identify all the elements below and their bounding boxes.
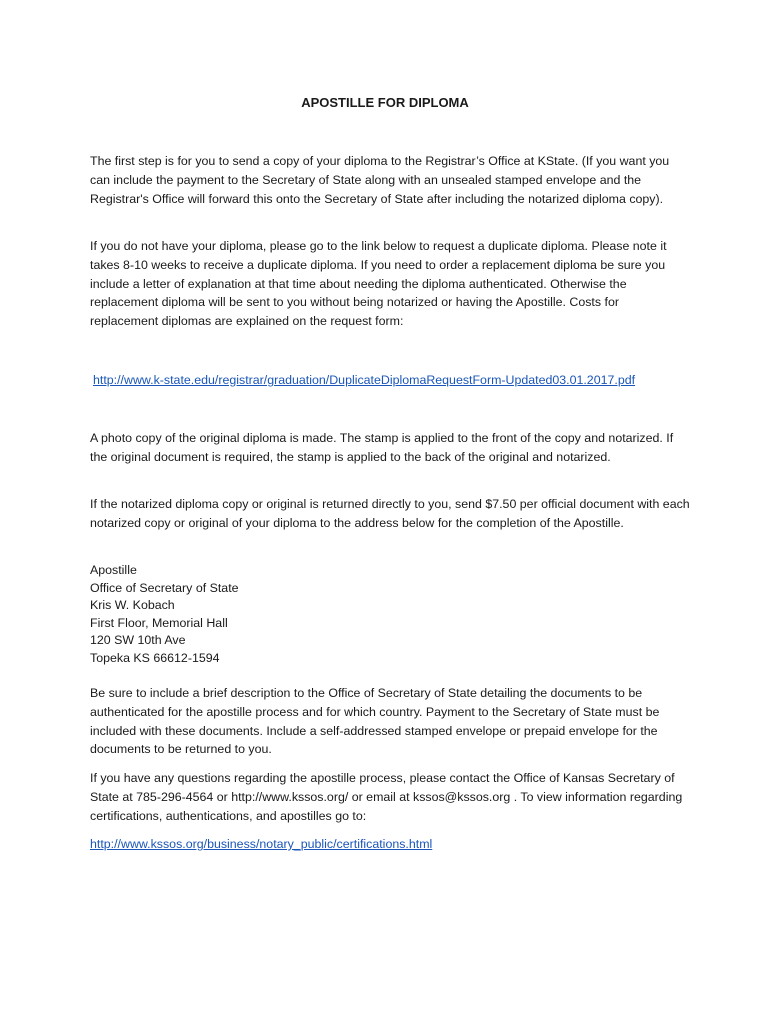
address-line-2: Office of Secretary of State [90, 580, 239, 595]
address-line-3: Kris W. Kobach [90, 598, 175, 612]
paragraph-description: Be sure to include a brief description to the Office of Secretary of State detailing the documents to be authenticated for the apostille process and for which country. Payment to the Secretary of State must be included with these documents. Include a self-addressed stamped envelope or prepaid envelope for the documents to be returned to you. [90, 686, 660, 757]
address-line-5: 120 SW 10th Ave [90, 633, 186, 647]
mailing-address [90, 562, 239, 667]
address-line-1: Apostille [90, 563, 137, 577]
duplicate-diploma-request-link[interactable]: http://www.k-state.edu/registrar/graduation/DuplicateDiplomaRequestForm-Updated03.01.2017.pdf [93, 373, 636, 387]
duplicate-diploma-link-paragraph [93, 371, 733, 390]
paragraph-duplicate-diploma: If you do not have your diploma, please go to the link below to request a duplicate diploma. Please note it takes 8-10 weeks to receive a duplicate diploma. If you need to order a replacement diploma be sure you include a letter of explanation at that time about needing the diploma authenticated. Otherwise the replacement diploma will be sent to you without being notarized or having the Apostille. Costs for replacement diplomas are explained on the request form: [90, 239, 667, 329]
paragraph-first-step: The first step is for you to send a copy of your diploma to the Registrar’s Office at KState. (If you want you can include the payment to the Secretary of State along with an unsealed stamped envelope and the Registrar's Office will forward this onto the Secretary of State after including the notarized diploma copy). [90, 154, 670, 206]
certifications-link[interactable]: http://www.kssos.org/business/notary_public/certifications.html [90, 837, 433, 851]
document-title: APOSTILLE FOR DIPLOMA [301, 95, 469, 110]
address-line-4: First Floor, Memorial Hall [90, 615, 228, 630]
address-line-6: Topeka KS 66612-1594 [90, 650, 220, 665]
paragraph-fee: If the notarized diploma copy or original is returned directly to you, send $7.50 per official document with each notarized copy or original of your diploma to the address below for the completion of the Apostille. [90, 497, 690, 530]
paragraph-questions: If you have any questions regarding the apostille process, please contact the Office of Kansas Secretary of State at 785-296-4564 or http://www.kssos.org/ or email at kssos@kssos.org . To view information regarding certifications, authentications, and apostilles go to: [90, 771, 683, 823]
certifications-link-paragraph [90, 835, 690, 854]
paragraph-photo-copy: A photo copy of the original diploma is made. The stamp is applied to the front of the copy and notarized. If the original document is required, the stamp is applied to the back of the original and notarized. [90, 431, 674, 464]
